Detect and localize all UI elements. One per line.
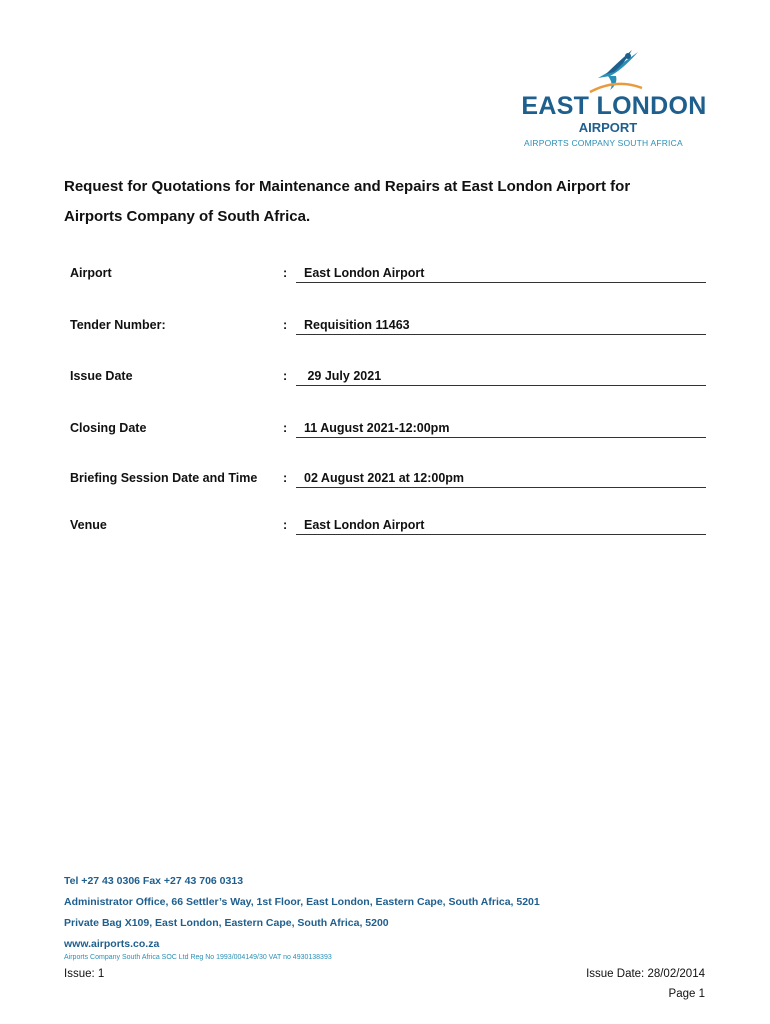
airport-logo bbox=[508, 48, 720, 148]
footer-website-link[interactable]: www.airports.co.za bbox=[64, 938, 160, 950]
footer-registration: Airports Company South Africa SOC Ltd Reg No 1993/004149/30 VAT no 4930138393 bbox=[64, 954, 332, 961]
field-label: Tender Number: bbox=[70, 318, 166, 332]
page-number: Page 1 bbox=[668, 988, 705, 1000]
field-colon: : bbox=[283, 421, 288, 435]
footer-postal: Private Bag X109, East London, Eastern Cape, South Africa, 5200 bbox=[64, 917, 389, 929]
field-closing-date bbox=[70, 419, 706, 443]
document-title bbox=[64, 172, 704, 232]
field-label: Airport bbox=[70, 266, 112, 280]
field-value: 11 August 2021-12:00pm bbox=[296, 419, 706, 438]
field-label: Briefing Session Date and Time bbox=[70, 471, 258, 485]
footer-address: Administrator Office, 66 Settler’s Way, 1st Floor, East London, Eastern Cape, South Africa, 5201 bbox=[64, 896, 540, 908]
field-colon: : bbox=[283, 518, 288, 532]
field-label: Issue Date bbox=[70, 369, 133, 383]
footer-contact bbox=[64, 872, 714, 963]
field-briefing-session bbox=[70, 469, 706, 493]
field-value: East London Airport bbox=[296, 516, 706, 535]
field-value: Requisition 11463 bbox=[296, 316, 706, 335]
field-value: 02 August 2021 at 12:00pm bbox=[296, 469, 706, 488]
field-label: Venue bbox=[70, 518, 107, 532]
footer-tel: Tel +27 43 0306 Fax +27 43 706 0313 bbox=[64, 875, 244, 887]
field-issue-date bbox=[70, 367, 706, 391]
issue-number: Issue: 1 bbox=[64, 968, 105, 980]
field-colon: : bbox=[283, 369, 288, 383]
logo-tagline: AIRPORTS COMPANY SOUTH AFRICA bbox=[524, 138, 683, 148]
issue-date: Issue Date: 28/02/2014 bbox=[586, 968, 705, 980]
field-colon: : bbox=[283, 266, 288, 280]
logo-name: EAST LONDON bbox=[521, 92, 707, 120]
logo-sub: AIRPORT bbox=[578, 120, 638, 135]
field-value: 29 July 2021 bbox=[296, 367, 706, 386]
title-line-2: Airports Company of South Africa. bbox=[64, 208, 311, 225]
field-label: Closing Date bbox=[70, 421, 147, 435]
field-value: East London Airport bbox=[296, 264, 706, 283]
field-airport bbox=[70, 264, 706, 288]
flying-figure-logo-icon bbox=[588, 48, 644, 94]
title-line-1: Request for Quotations for Maintenance and Repairs at East London Airport for bbox=[64, 178, 631, 195]
field-colon: : bbox=[283, 318, 288, 332]
field-colon: : bbox=[283, 471, 288, 485]
field-tender-number bbox=[70, 316, 706, 340]
field-venue bbox=[70, 516, 706, 540]
